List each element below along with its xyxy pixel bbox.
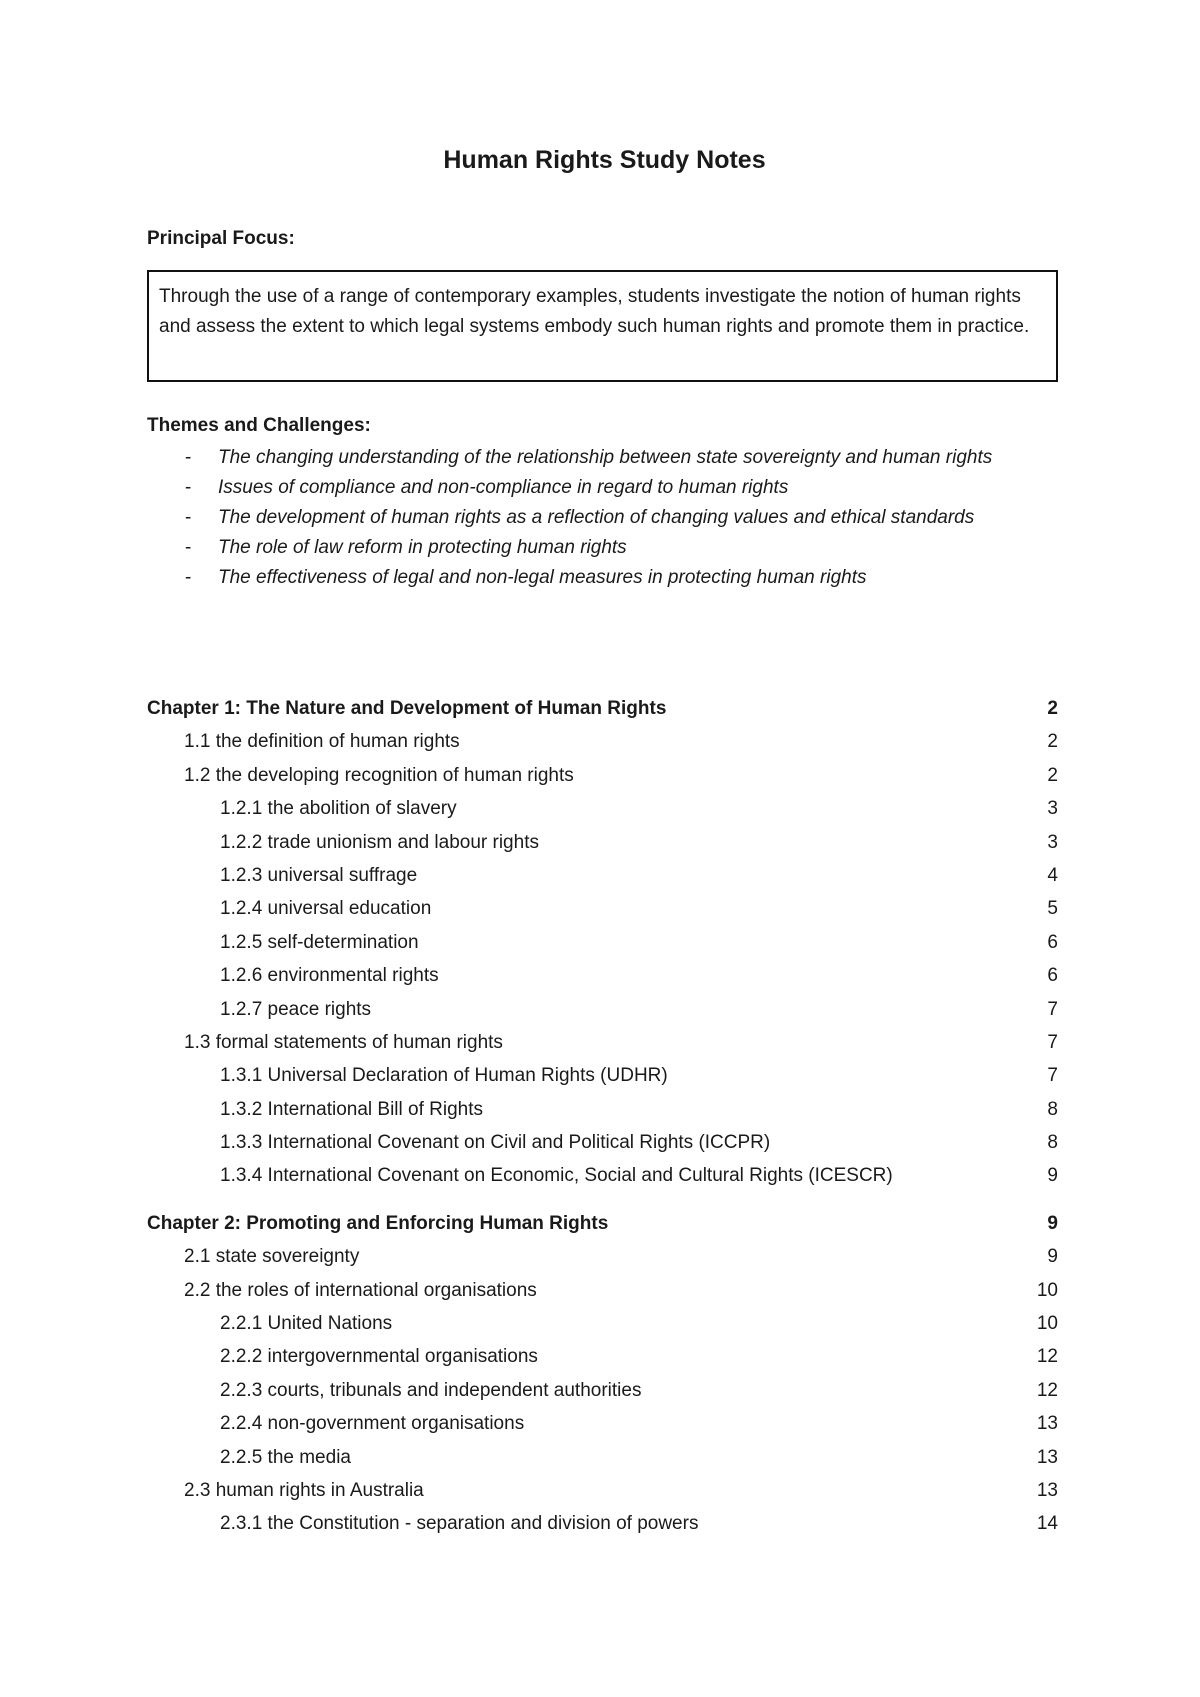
toc-page-number: 8 (1047, 1132, 1058, 1154)
toc-entry[interactable]: 2.3 human rights in Australia 13 (147, 1474, 1062, 1507)
theme-item: - The changing understanding of the relationship between state sovereignty and human rights (147, 443, 1062, 473)
page-title: Human Rights Study Notes (443, 146, 766, 174)
toc-page-number: 9 (1047, 1212, 1058, 1234)
toc-entry[interactable]: 2.2.5 the media 13 (147, 1441, 1062, 1474)
toc-entry[interactable]: 2.2.1 United Nations 10 (147, 1307, 1062, 1340)
toc-page-number: 10 (1036, 1279, 1058, 1301)
toc-entry[interactable]: 1.2.2 trade unionism and labour rights 3 (147, 826, 1062, 859)
toc-page-number: 14 (1036, 1513, 1058, 1535)
toc-chapter-2[interactable]: Chapter 2: Promoting and Enforcing Human Rights 9 (147, 1207, 1062, 1240)
toc-page-number: 8 (1047, 1098, 1058, 1120)
toc-page-number: 4 (1047, 864, 1058, 886)
toc-chapter-1[interactable]: Chapter 1: The Nature and Development of Human Rights 2 (147, 692, 1062, 725)
toc-entry[interactable]: 2.2.4 non-government organisations 13 (147, 1407, 1062, 1440)
toc-page-number: 5 (1047, 898, 1058, 920)
toc-entry[interactable]: 1.2.5 self-determination 6 (147, 926, 1062, 959)
toc-page-number: 12 (1036, 1346, 1058, 1368)
toc-page-number: 12 (1036, 1379, 1058, 1401)
dash-bullet-icon: - (185, 477, 192, 498)
dash-bullet-icon: - (185, 507, 192, 528)
toc-entry[interactable]: 2.2 the roles of international organisations 10 (147, 1274, 1062, 1307)
toc-page-number: 13 (1036, 1479, 1058, 1501)
toc-entry[interactable]: 1.1 the definition of human rights 2 (147, 725, 1062, 758)
toc-entry[interactable]: 2.3.1 the Constitution - separation and division of powers 14 (147, 1507, 1062, 1540)
theme-item: - Issues of compliance and non-compliance in regard to human rights (147, 473, 1062, 503)
toc-page-number: 7 (1047, 1065, 1058, 1087)
toc-entry[interactable]: 1.2.4 universal education 5 (147, 892, 1062, 925)
toc-page-number: 13 (1036, 1413, 1058, 1435)
toc-page-number: 2 (1047, 731, 1058, 753)
toc-entry[interactable]: 2.2.3 courts, tribunals and independent authorities 12 (147, 1374, 1062, 1407)
theme-item: - The effectiveness of legal and non-legal measures in protecting human rights (147, 563, 1062, 593)
toc-page-number: 10 (1036, 1313, 1058, 1335)
toc-page-number: 2 (1047, 698, 1058, 719)
theme-item: - The role of law reform in protecting human rights (147, 533, 1062, 563)
toc-entry[interactable]: 1.3.3 International Covenant on Civil and Political Rights (ICCPR) 8 (147, 1126, 1062, 1159)
toc-entry[interactable]: 1.2 the developing recognition of human rights 2 (147, 759, 1062, 792)
toc-page-number: 9 (1047, 1246, 1058, 1268)
toc-page-number: 3 (1047, 831, 1058, 853)
theme-item: - The development of human rights as a reflection of changing values and ethical standards (147, 503, 1062, 533)
toc-entry[interactable]: 1.2.6 environmental rights 6 (147, 959, 1062, 992)
dash-bullet-icon: - (185, 567, 192, 588)
dash-bullet-icon: - (185, 537, 192, 558)
toc-page-number: 3 (1047, 798, 1058, 820)
dash-bullet-icon: - (185, 447, 192, 468)
principal-focus-box (147, 270, 1058, 382)
toc-page-number: 9 (1047, 1165, 1058, 1187)
toc-entry[interactable]: 1.3 formal statements of human rights 7 (147, 1026, 1062, 1059)
toc-page-number: 7 (1047, 998, 1058, 1020)
toc-entry[interactable]: 1.3.1 Universal Declaration of Human Rights (UDHR) 7 (147, 1059, 1062, 1092)
themes-heading: Themes and Challenges: (147, 415, 371, 436)
toc-page-number: 2 (1047, 764, 1058, 786)
toc-page-number: 7 (1047, 1031, 1058, 1053)
toc-page-number: 6 (1047, 931, 1058, 953)
toc-entry[interactable]: 2.1 state sovereignty 9 (147, 1240, 1062, 1273)
toc-entry[interactable]: 1.2.7 peace rights 7 (147, 993, 1062, 1026)
toc-entry[interactable]: 1.2.3 universal suffrage 4 (147, 859, 1062, 892)
themes-list (147, 443, 1062, 593)
toc-entry[interactable]: 1.3.2 International Bill of Rights 8 (147, 1093, 1062, 1126)
toc-page-number: 6 (1047, 965, 1058, 987)
principal-focus-text: Through the use of a range of contemporary examples, students investigate the notion of human rights and assess the extent to which legal systems embody such human rights and promote them in practice. (159, 286, 1030, 337)
table-of-contents (147, 692, 1062, 1541)
toc-entry[interactable]: 1.3.4 International Covenant on Economic, Social and Cultural Rights (ICESCR) 9 (147, 1159, 1062, 1192)
toc-entry[interactable]: 2.2.2 intergovernmental organisations 12 (147, 1340, 1062, 1373)
principal-focus-heading: Principal Focus: (147, 228, 295, 249)
toc-page-number: 13 (1036, 1446, 1058, 1468)
toc-entry[interactable]: 1.2.1 the abolition of slavery 3 (147, 792, 1062, 825)
